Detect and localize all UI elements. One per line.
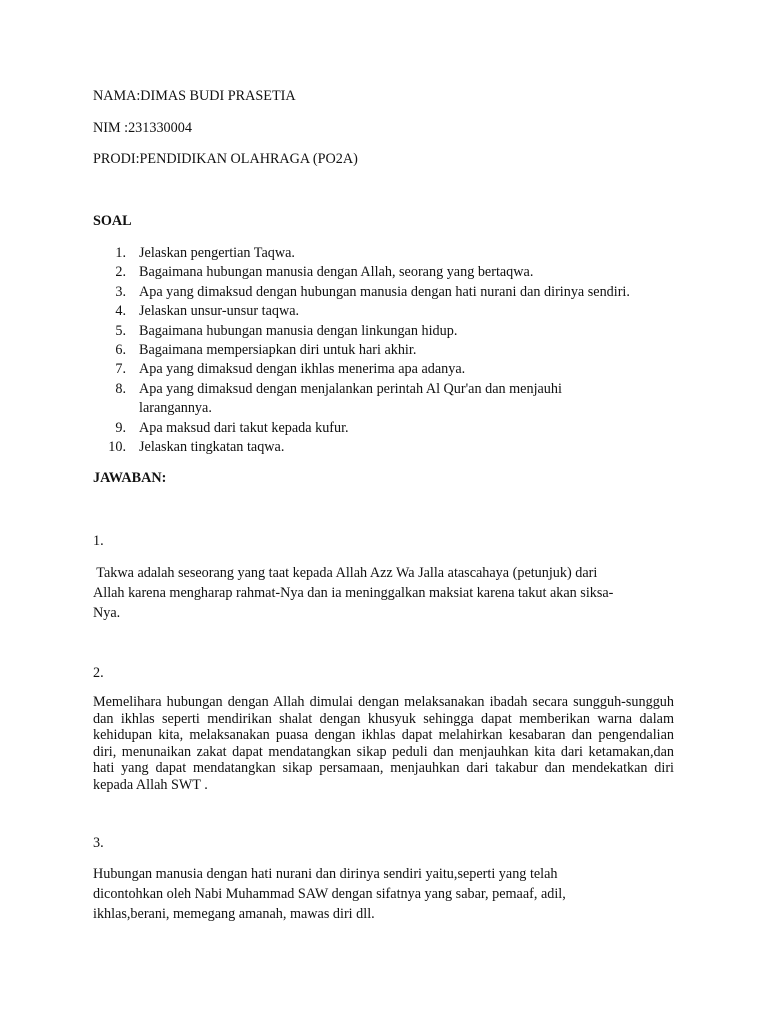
- question-item: 5. Bagaimana hubungan manusia dengan linkungan hidup.: [115, 322, 458, 339]
- jawaban-heading: JAWABAN:: [93, 470, 167, 486]
- answer-number: 1.: [93, 533, 104, 549]
- question-item: 9. Apa maksud dari takut kepada kufur.: [115, 419, 349, 436]
- question-item: 4. Jelaskan unsur-unsur taqwa.: [115, 303, 300, 320]
- question-item: 8. Apa yang dimaksud dengan menjalankan perintah Al Qur'an dan menjauhi larangannya.: [115, 380, 562, 417]
- question-item: 3. Apa yang dimaksud dengan hubungan manusia dengan hati nurani dan dirinya sendiri.: [115, 283, 630, 300]
- answer-number: 2.: [93, 665, 104, 681]
- student-nim: NIM :231330004: [93, 120, 192, 136]
- student-prodi: PRODI:PENDIDIKAN OLAHRAGA (PO2A): [93, 151, 358, 167]
- question-list: [92, 244, 692, 457]
- answer-text: Hubungan manusia dengan hati nurani dan dirinya sendiri yaitu,seperti yang telah dicontohkan oleh Nabi Muhammad SAW dengan sifatnya yang sabar, pemaaf, adil, ikhlas,berani, memegang amanah, mawas diri dll.: [93, 866, 566, 922]
- soal-heading: SOAL: [93, 213, 132, 229]
- student-name: NAMA:DIMAS BUDI PRASETIA: [93, 88, 296, 104]
- question-item: 1. Jelaskan pengertian Taqwa.: [115, 245, 295, 261]
- question-item: 10. Jelaskan tingkatan taqwa.: [108, 439, 285, 456]
- question-item: 7. Apa yang dimaksud dengan ikhlas menerima apa adanya.: [115, 361, 466, 378]
- answer-text: Memelihara hubungan dengan Allah dimulai dengan melaksanakan ibadah secara sungguh-sungguh dan ikhlas seperti mendirikan shalat dengan khusyuk sehingga dapat memberikan warna dalam kehidupan kita, melaksanakan puasa dengan ikhlas dapat melahirkan kesabaran dan pengendalian diri, menunaikan zakat dapat mendatangkan sikap peduli dan menjauhkan kita dari ketamakan,dan hati yang dapat mendatangkan sikap persamaan, menjauhkan dari takabur dan mendekatkan diri kepada Allah SWT .: [93, 694, 674, 793]
- answer-text: Takwa adalah seseorang yang taat kepada Allah Azz Wa Jalla atascahaya (petunjuk) dari Allah karena mengharap rahmat-Nya dan ia meninggalkan maksiat karena takut akan siksa- Nya.: [93, 565, 614, 621]
- answer-number: 3.: [93, 835, 104, 851]
- question-item: 6. Bagaimana mempersiapkan diri untuk hari akhir.: [115, 342, 417, 359]
- question-item: 2. Bagaimana hubungan manusia dengan Allah, seorang yang bertaqwa.: [115, 264, 534, 281]
